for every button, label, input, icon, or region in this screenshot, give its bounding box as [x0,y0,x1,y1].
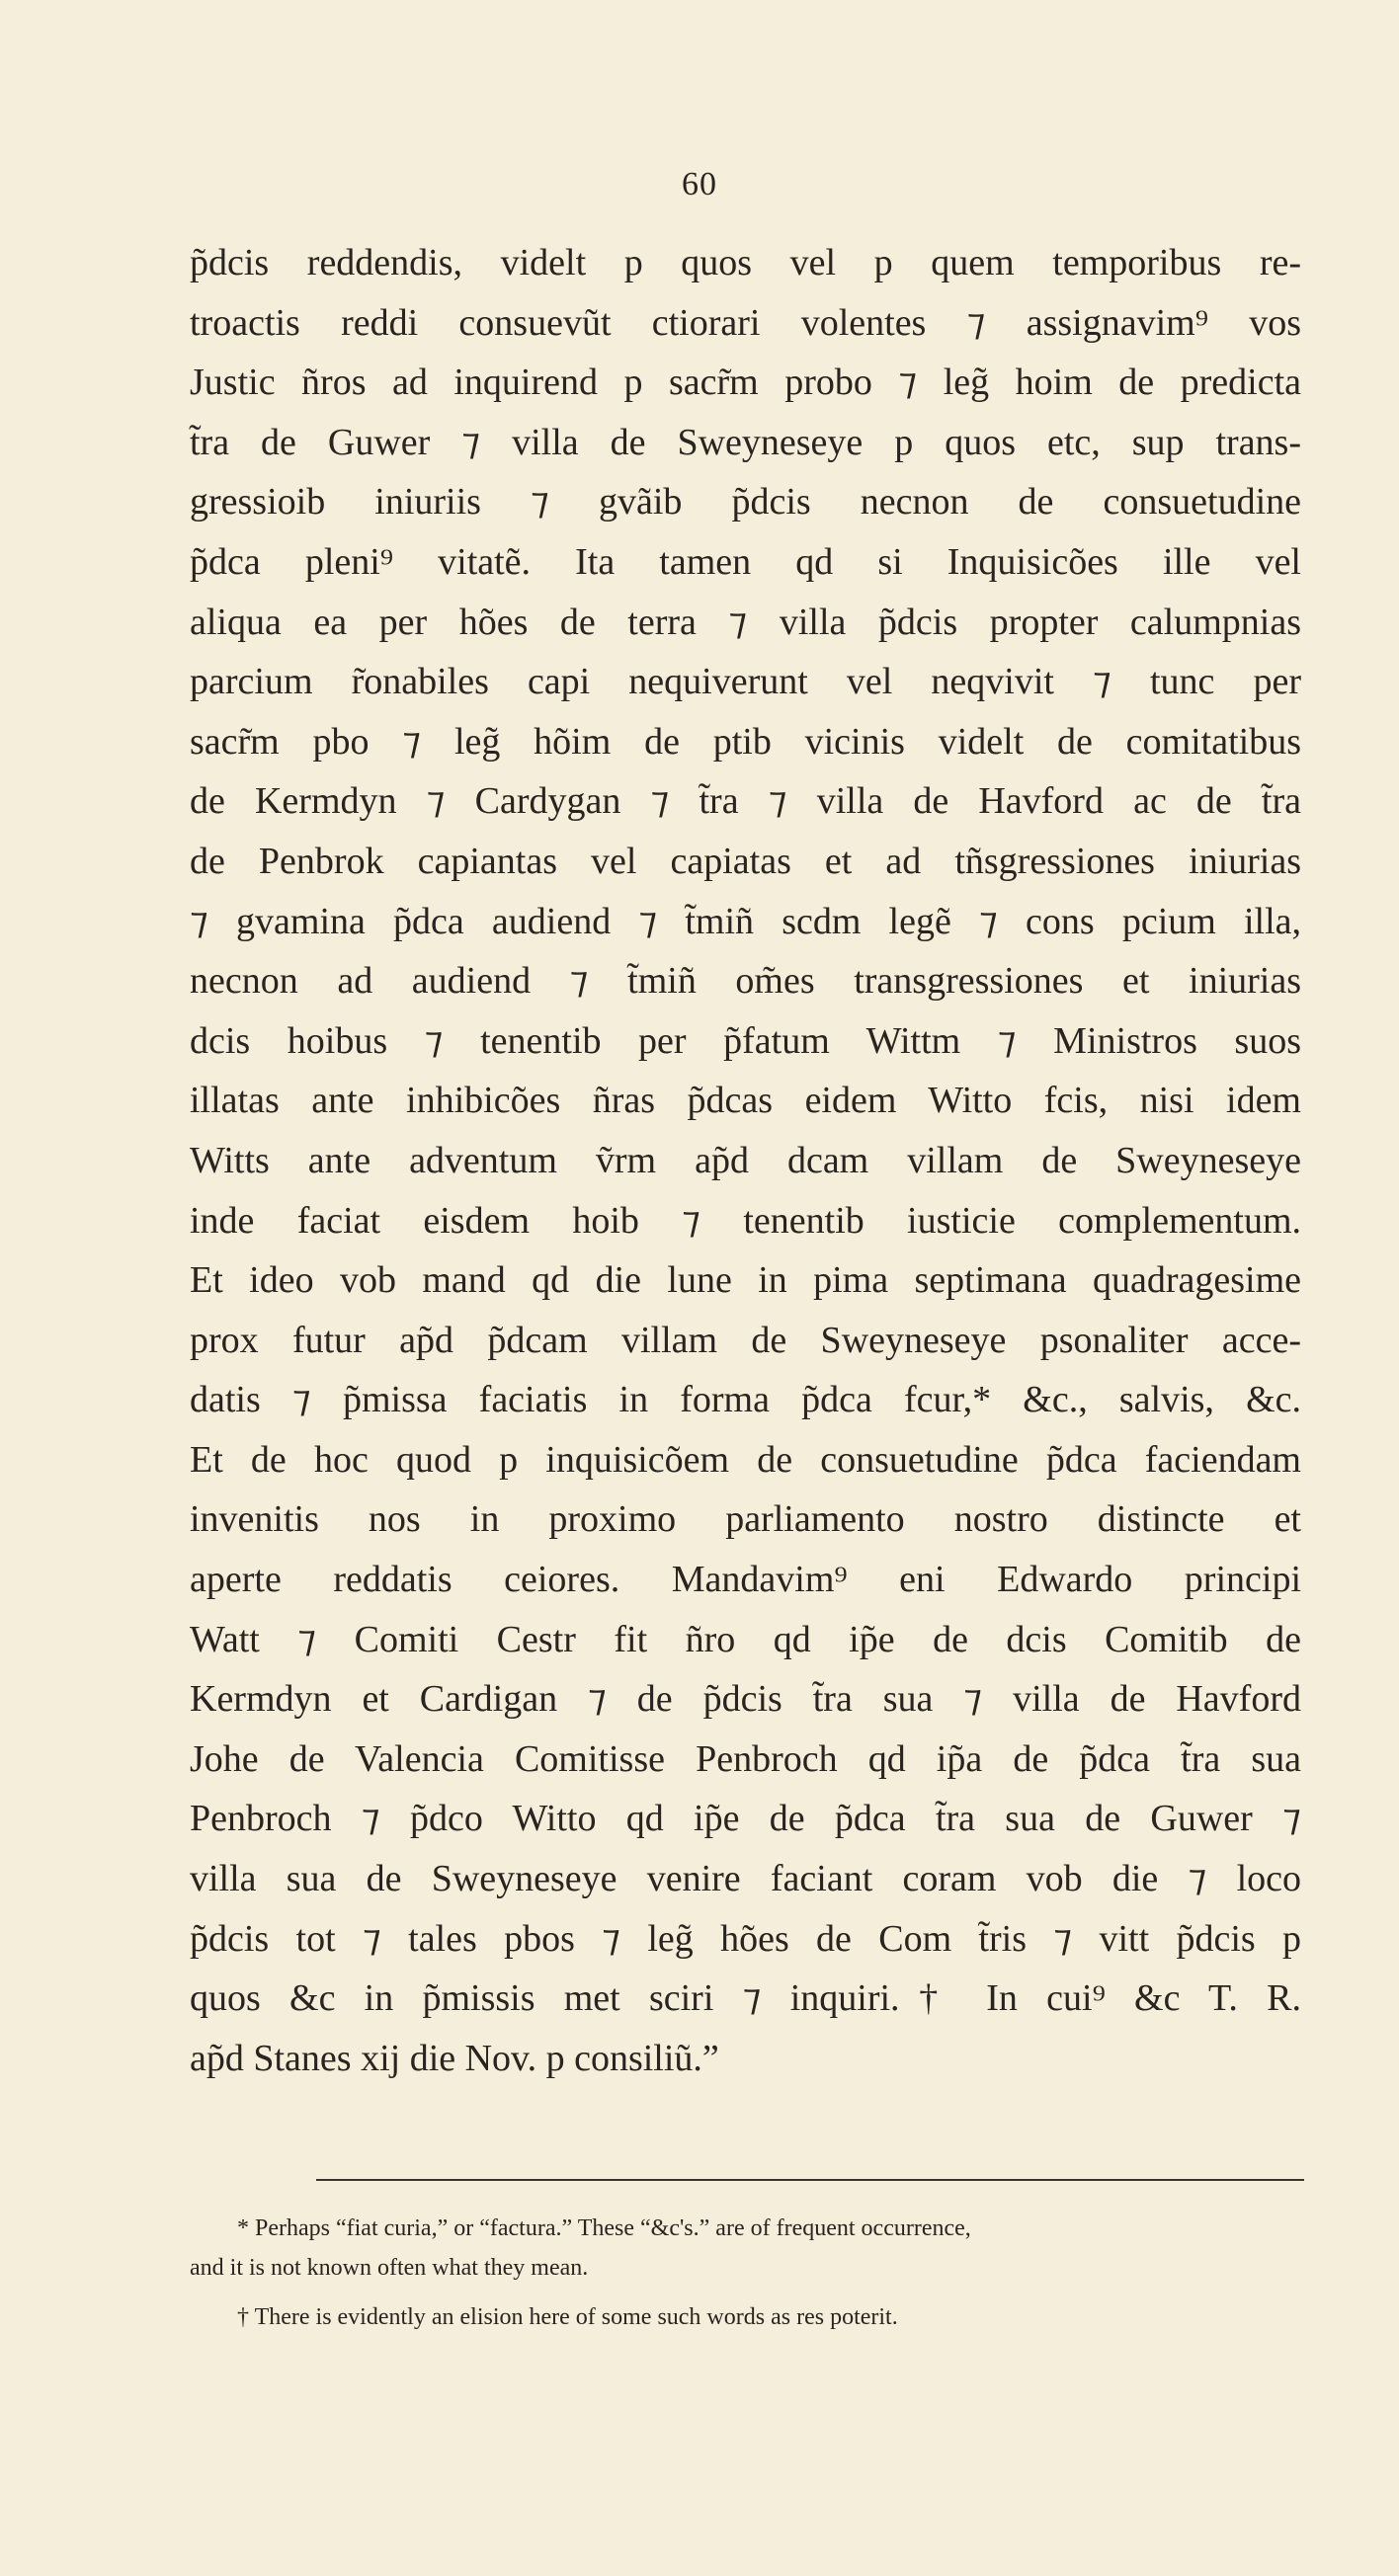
text-line: villa sua de Sweyneseye venire faciant coram vob die ⁊ loco [190,1858,1301,1900]
text-line: aliqua ea per hões de terra ⁊ villa p̃dcis propter calumpnias [190,601,1301,643]
text-line: Et ideo vob mand qd die lune in pima septimana quadragesime [190,1259,1301,1302]
text-line: p̃dcis reddendis, videlt p quos vel p quem temporibus re- [190,242,1301,283]
text-line: p̃dcis tot ⁊ tales pbos ⁊ leg̃ hões de Com t̃ris ⁊ vitt p̃dcis p [190,1917,1301,1960]
text-line: invenitis nos in proximo parliamento nostro distincte et [190,1498,1301,1541]
text-line: Penbroch ⁊ p̃dco Witto qd ip̃e de p̃dca t̃ra sua de Guwer ⁊ [190,1798,1301,1840]
text-line: ⁊ gvamina p̃dca audiend ⁊ t̃miñ scdm legẽ ⁊ cons pcium illa, [190,900,1301,942]
text-line: datis ⁊ p̃missa faciatis in forma p̃dca fcur,* &c., salvis, &c. [190,1379,1301,1421]
text-line: aperte reddatis ceiores. Mandavim⁹ eni Edwardo principi [190,1559,1301,1601]
footnotes [190,2209,1301,2337]
text-line: Watt ⁊ Comiti Cestr fit ñro qd ip̃e de dcis Comitib de [190,1618,1301,1660]
text-line: sacr̃m pbo ⁊ leg̃ hõim de ptib vicinis videlt de comitatibus [190,720,1301,763]
page-number: 60 [682,166,717,202]
text-line: necnon ad audiend ⁊ t̃miñ om̃es transgressiones et iniurias [190,960,1301,1003]
footnote-asterisk-continued: and it is not known often what they mean. [190,2255,589,2281]
text-line: de Kermdyn ⁊ Cardygan ⁊ t̃ra ⁊ villa de Havford ac de t̃ra [190,780,1301,823]
text-line: de Penbrok capiantas vel capiatas et ad tñsgressiones iniurias [190,840,1301,882]
text-line: Et de hoc quod p inquisicõem de consuetudine p̃dca faciendam [190,1438,1301,1481]
text-line: dcis hoibus ⁊ tenentib per p̃fatum Wittm ⁊ Ministros suos [190,1019,1301,1062]
text-line: ap̃d Stanes xij die Nov. p consiliũ.” [190,2037,719,2079]
text-line: parcium r̃onabiles capi nequiverunt vel neqvivit ⁊ tunc per [190,661,1301,703]
text-line: gressioib iniuriis ⁊ gvãib p̃dcis necnon de consuetudine [190,481,1301,523]
text-line: Johe de Valencia Comitisse Penbroch qd ip̃a de p̃dca t̃ra sua [190,1737,1301,1780]
text-line: Justic ñros ad inquirend p sacr̃m probo ⁊ leg̃ hoim de predicta [190,362,1301,404]
text-line: troactis reddi consuevũt ctiorari volentes ⁊ assignavim⁹ vos [190,301,1301,344]
text-line: illatas ante inhibicões ñras p̃dcas eidem Witto fcis, nisi idem [190,1080,1301,1122]
text-line: Witts ante adventum ṽrm ap̃d dcam villam de Sweyneseye [190,1139,1301,1181]
footnote-asterisk: * Perhaps “fiat curia,” or “factura.” These “&c's.” are of frequent occurrence, [237,2215,971,2241]
footnote-divider [316,2179,1304,2181]
text-line: t̃ra de Guwer ⁊ villa de Sweyneseye p quos etc, sup trans- [190,421,1301,463]
text-line: prox futur ap̃d p̃dcam villam de Sweyneseye psonaliter acce- [190,1319,1301,1361]
text-line: inde faciat eisdem hoib ⁊ tenentib iusticie complementum. [190,1199,1301,1242]
footnote-dagger: † There is evidently an elision here of some such words as res poterit. [237,2304,898,2330]
text-line: p̃dca pleni⁹ vitatẽ. Ita tamen qd si Inquisicões ille vel [190,540,1301,583]
main-text [190,233,1301,2088]
text-line: Kermdyn et Cardigan ⁊ de p̃dcis t̃ra sua ⁊ villa de Havford [190,1678,1301,1721]
text-line: quos &c in p̃missis met sciri ⁊ inquiri.† In cui⁹ &c T. R. [190,1977,1301,2020]
